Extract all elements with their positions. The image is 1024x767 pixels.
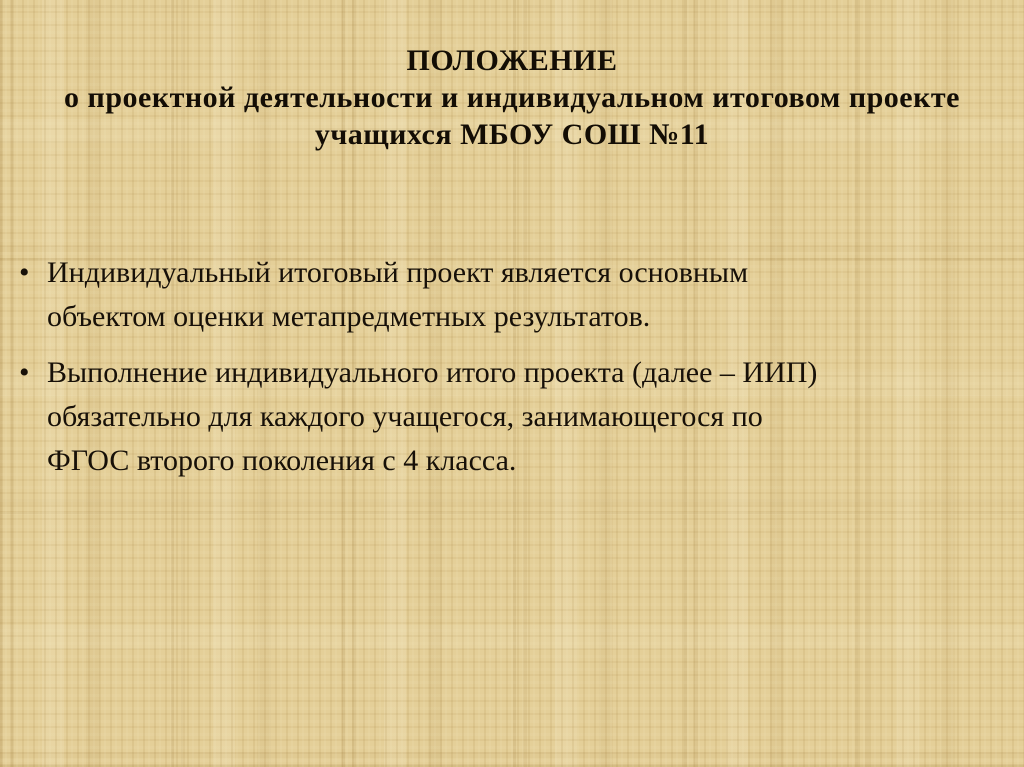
bullet-item-2 xyxy=(16,351,1006,483)
bullet-2-line-1: Выполнение индивидуального итого проекта (далее – ИИП) xyxy=(47,356,818,389)
bullet-list xyxy=(16,251,1006,483)
bullet-2-line-2: обязательно для каждого учащегося, занимающегося по xyxy=(47,400,763,433)
slide-title xyxy=(30,42,994,153)
bullet-marker: • xyxy=(19,356,30,389)
bullet-text-1 xyxy=(47,251,1006,339)
bullet-2-line-3: ФГОС второго поколения с 4 класса. xyxy=(47,444,517,477)
title-line-2: о проектной деятельности и индивидуальном итоговом проекте xyxy=(64,81,960,114)
bullet-text-2 xyxy=(47,351,1006,483)
title-line-1: ПОЛОЖЕНИЕ xyxy=(406,44,618,77)
bullet-1-line-1: Индивидуальный итоговый проект является основным xyxy=(47,256,749,289)
bullet-1-line-2: объектом оценки метапредметных результатов. xyxy=(47,300,651,333)
bullet-item-1 xyxy=(16,251,1006,339)
bullet-marker: • xyxy=(19,256,30,289)
title-line-3: учащихся МБОУ СОШ №11 xyxy=(314,118,710,151)
